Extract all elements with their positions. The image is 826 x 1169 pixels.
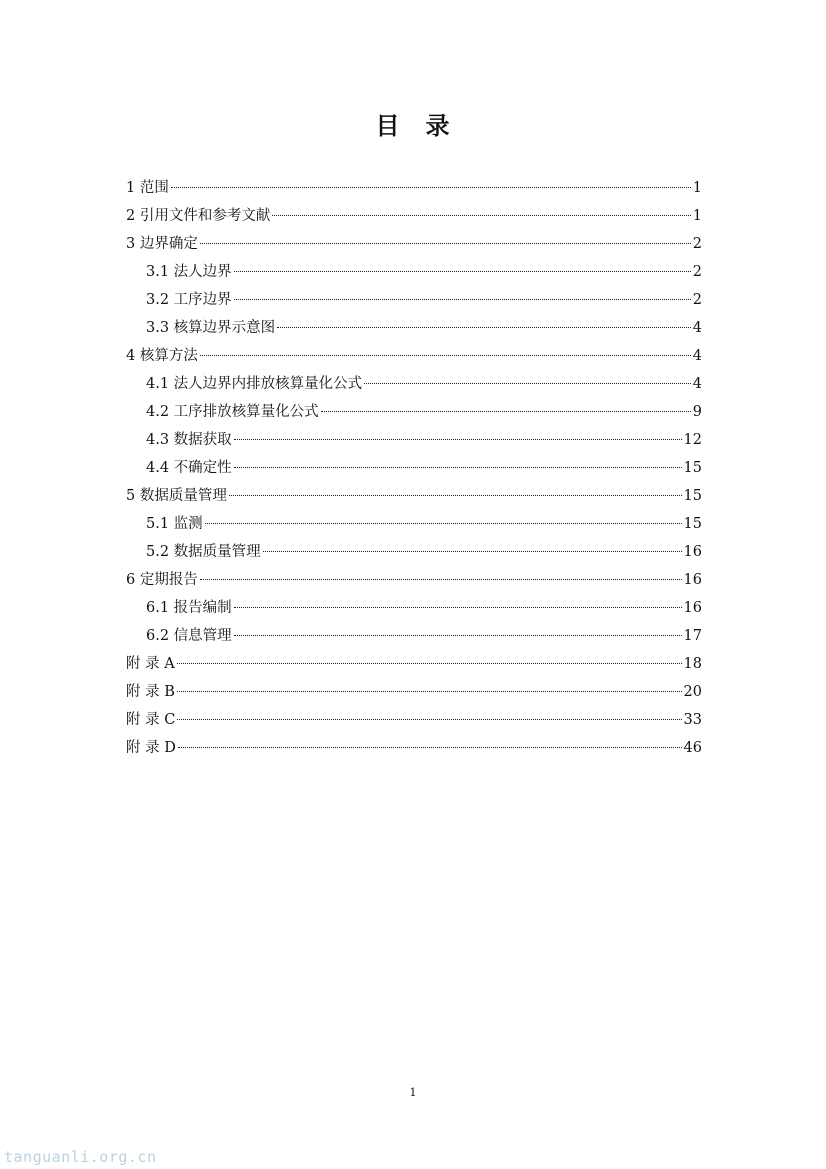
toc-entry[interactable] (126, 594, 702, 622)
toc-entry-page: 16 (683, 572, 702, 588)
toc-entry-page: 17 (683, 628, 702, 644)
dot-leader (272, 215, 690, 216)
watermark: tanguanli.org.cn (4, 1148, 157, 1166)
dot-leader (178, 747, 682, 748)
toc-entry[interactable] (126, 734, 702, 762)
dot-leader (200, 579, 682, 580)
table-of-contents (126, 174, 702, 762)
toc-entry[interactable] (126, 650, 702, 678)
dot-leader (263, 551, 682, 552)
toc-entry[interactable] (126, 342, 702, 370)
toc-entry[interactable] (126, 510, 702, 538)
toc-entry-label: 附 录 A (126, 656, 175, 672)
toc-entry[interactable] (126, 230, 702, 258)
dot-leader (364, 383, 691, 384)
page-number: 1 (409, 1086, 417, 1099)
toc-entry[interactable] (126, 370, 702, 398)
toc-entry-label: 3.1 法人边界 (146, 264, 232, 280)
toc-entry-label: 附 录 C (126, 712, 176, 728)
toc-entry-page: 1 (692, 180, 702, 196)
toc-entry-label: 3 边界确定 (126, 236, 198, 252)
toc-entry-label: 6 定期报告 (126, 572, 198, 588)
toc-entry[interactable] (126, 258, 702, 286)
dot-leader (234, 299, 691, 300)
toc-entry-label: 5.1 监测 (146, 516, 203, 532)
dot-leader (177, 719, 681, 720)
dot-leader (205, 523, 682, 524)
toc-entry[interactable] (126, 426, 702, 454)
toc-entry[interactable] (126, 454, 702, 482)
toc-entry-page: 15 (683, 516, 702, 532)
dot-leader (171, 187, 691, 188)
dot-leader (177, 691, 682, 692)
toc-entry-page: 4 (692, 348, 702, 364)
dot-leader (234, 439, 682, 440)
toc-entry[interactable] (126, 174, 702, 202)
toc-entry[interactable] (126, 482, 702, 510)
toc-entry[interactable] (126, 538, 702, 566)
dot-leader (234, 271, 691, 272)
toc-entry-page: 15 (683, 488, 702, 504)
toc-entry[interactable] (126, 678, 702, 706)
toc-entry[interactable] (126, 706, 702, 734)
toc-entry-page: 2 (692, 264, 702, 280)
toc-entry-label: 4.4 不确定性 (146, 460, 232, 476)
toc-entry[interactable] (126, 286, 702, 314)
toc-entry-page: 4 (692, 376, 702, 392)
toc-entry[interactable] (126, 202, 702, 230)
dot-leader (200, 243, 691, 244)
toc-entry-page: 2 (692, 236, 702, 252)
toc-entry-label: 附 录 D (126, 740, 176, 756)
toc-entry[interactable] (126, 622, 702, 650)
toc-entry-page: 4 (692, 320, 702, 336)
toc-entry-label: 6.1 报告编制 (146, 600, 232, 616)
toc-entry[interactable] (126, 314, 702, 342)
toc-entry-page: 33 (683, 712, 702, 728)
dot-leader (234, 635, 682, 636)
toc-entry-page: 46 (683, 740, 702, 756)
toc-entry-label: 2 引用文件和参考文献 (126, 208, 271, 224)
toc-entry-page: 2 (692, 292, 702, 308)
dot-leader (234, 467, 682, 468)
toc-entry-label: 4.1 法人边界内排放核算量化公式 (146, 376, 363, 392)
toc-entry-label: 3.2 工序边界 (146, 292, 232, 308)
toc-entry-label: 5 数据质量管理 (126, 488, 227, 504)
toc-entry-label: 4.3 数据获取 (146, 432, 232, 448)
toc-entry[interactable] (126, 398, 702, 426)
dot-leader (177, 663, 682, 664)
toc-entry-label: 4.2 工序排放核算量化公式 (146, 404, 319, 420)
toc-entry-page: 18 (683, 656, 702, 672)
toc-entry-page: 16 (683, 600, 702, 616)
toc-entry-page: 12 (683, 432, 702, 448)
dot-leader (277, 327, 691, 328)
toc-entry-label: 1 范围 (126, 180, 169, 196)
dot-leader (234, 607, 682, 608)
toc-entry-page: 1 (692, 208, 702, 224)
toc-entry-page: 15 (683, 460, 702, 476)
dot-leader (229, 495, 682, 496)
toc-entry-label: 3.3 核算边界示意图 (146, 320, 276, 336)
toc-entry-label: 4 核算方法 (126, 348, 198, 364)
toc-entry-page: 20 (683, 684, 702, 700)
toc-entry-label: 5.2 数据质量管理 (146, 544, 261, 560)
dot-leader (321, 411, 691, 412)
toc-entry-page: 9 (692, 404, 702, 420)
toc-entry-label: 6.2 信息管理 (146, 628, 232, 644)
toc-entry-page: 16 (683, 544, 702, 560)
dot-leader (200, 355, 691, 356)
toc-entry[interactable] (126, 566, 702, 594)
page-title: 目 录 (375, 112, 451, 140)
toc-entry-label: 附 录 B (126, 684, 175, 700)
